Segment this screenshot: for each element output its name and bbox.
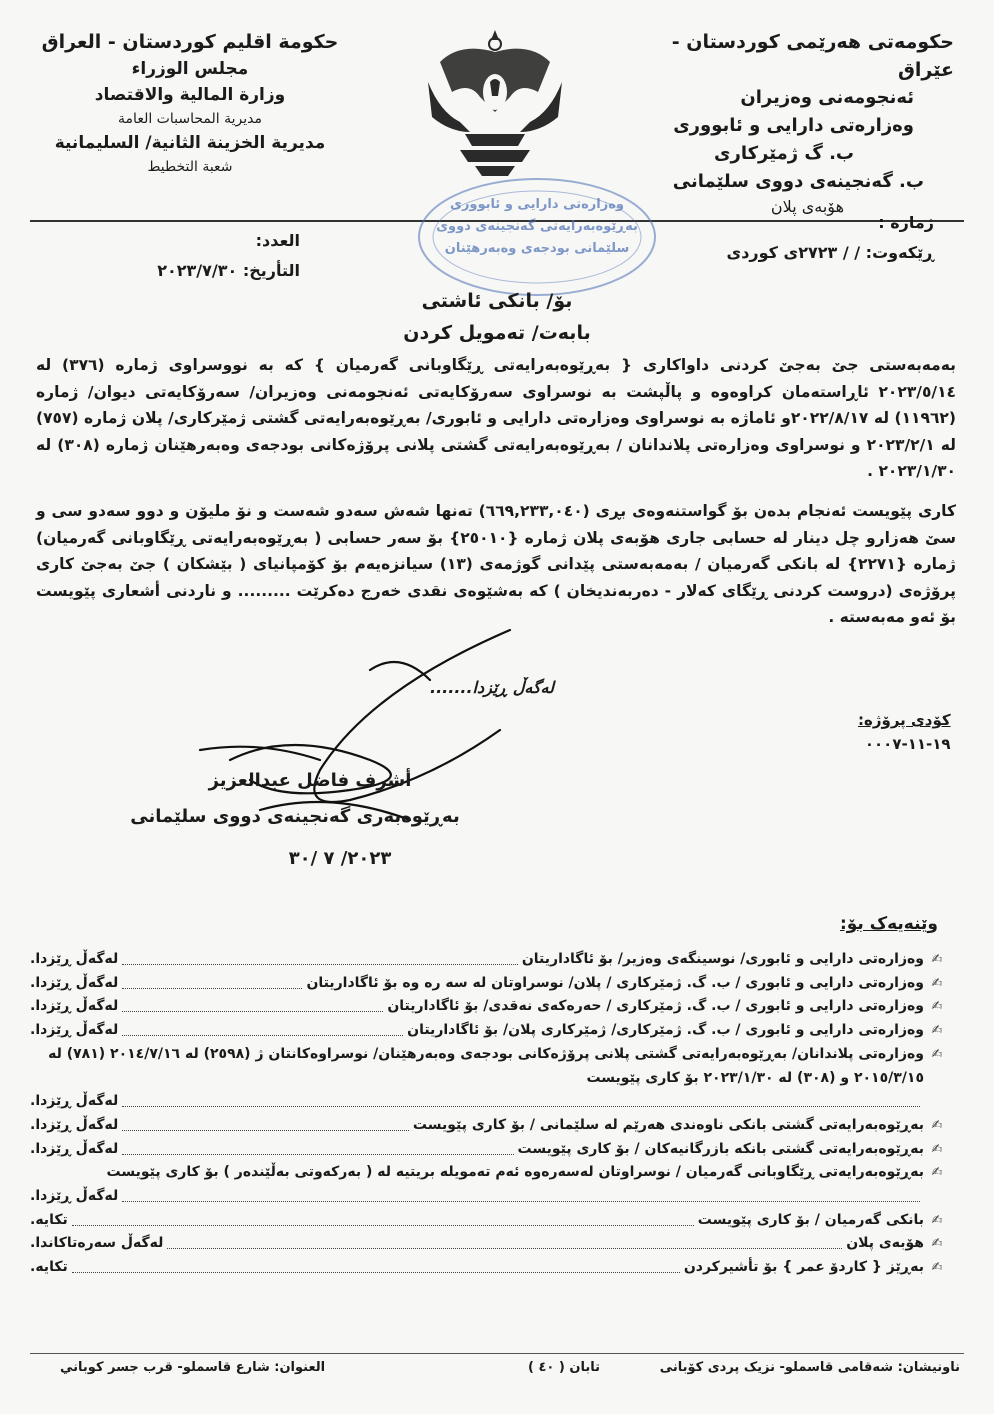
reference-kurdish bbox=[614, 208, 934, 268]
header-arabic-line: مجلس الوزراء bbox=[131, 59, 249, 79]
header-kurdish-line: ب. گەنجینەی دووی سلێمانی bbox=[672, 171, 924, 192]
list-item bbox=[30, 1256, 950, 1280]
header-arabic bbox=[40, 28, 340, 178]
copy-end: لەگەڵ ڕێزدا. bbox=[30, 1022, 119, 1039]
pen-icon: ✍ bbox=[931, 1212, 943, 1228]
copy-text: وەزارەتی دارایی و ئابوری / ب. گ. ژمێرکاری / پلان/ نوسراوتان لە سە رە وە بۆ ئاگاداریتان bbox=[306, 974, 924, 991]
list-item bbox=[30, 1114, 950, 1138]
list-item bbox=[30, 1043, 950, 1090]
reference-date: ڕێکەوت: / / ٢٧٢٣ی کوردی bbox=[726, 243, 934, 262]
list-item bbox=[30, 948, 950, 972]
footer-address-kurdish: ناونیشان: شەقامی قاسملو- نزیک پردی کۆبانی bbox=[659, 1360, 960, 1375]
pen-icon: ✍ bbox=[931, 1236, 943, 1252]
reference-number: العدد: bbox=[255, 231, 300, 250]
project-code-label: کۆدی پرۆژە: bbox=[858, 711, 951, 729]
reference-arabic bbox=[100, 226, 300, 286]
project-code-value: ١٩-١١-٠٠٠٧ bbox=[864, 735, 951, 753]
header-arabic-line: حكومة اقليم كوردستان - العراق bbox=[41, 31, 339, 53]
header-kurdish-line: ئەنجومەنی وەزیران bbox=[740, 87, 914, 108]
list-item bbox=[30, 1209, 950, 1233]
copy-text: بەڕێوەبەرایەتی گشتی بانکی ناوەندی هەرێم لە سلێمانی / بۆ کاری پێویست bbox=[412, 1116, 924, 1133]
body-paragraph: بەمەبەستی جێ بەجێ کردنی داواکاری { بەڕێوەبەرایەتی ڕێگاوبانی گەرمیان } کە بە نووسراوی ژمارە (٣٧٦) لە ٢٠٢٣/٥/١٤ ئاڕاستەمان کراوەوە و پاڵپشت بە نوسراوی سەرۆکایەتی ئەنجومەنی وەزیران/ سەرۆکایەتی دیوان/ ژمارە (١١٩٦٢) لە ٢٠٢٢/٨/١٧و ئاماژە بە نوسراوی وەزارەتی دارایی و ئابوری/ بەڕێوەبەرایەتی گشتی ژمێرکاری/ پلان ژمارە (٧٥٧) لە ٢٠٢٣/٢/١ و نوسراوی وەزارەتی پلاندانان / بەڕێوەبەرایەتی گشتی پلانی پرۆژەکانی بودجەی وەبەرهێنان ژمارە (٣٠٨) لە ٢٠٢٣/١/٣٠ . bbox=[36, 356, 956, 480]
header-kurdish bbox=[624, 28, 954, 218]
header-arabic-line: شعبة التخطيط bbox=[147, 159, 233, 175]
pen-icon: ✍ bbox=[931, 1023, 943, 1039]
list-item bbox=[30, 1185, 950, 1209]
reference-number: ژمارە : bbox=[878, 213, 934, 232]
regards: لەگەڵ ڕێزدا....... bbox=[430, 678, 555, 697]
signature-icon bbox=[170, 610, 590, 870]
stamp-line: وەزارەتی دارایی و ئابووری bbox=[450, 197, 624, 212]
kurdistan-emblem-icon bbox=[420, 22, 570, 182]
list-item bbox=[30, 995, 950, 1019]
copy-text: وەزارەتی دارایی و ئابوری/ نوسینگەی وەزیر/ بۆ ئاگاداریتان bbox=[521, 951, 924, 967]
pen-icon: ✍ bbox=[931, 1141, 943, 1157]
copy-text: هۆبەی پلان bbox=[846, 1235, 924, 1252]
copy-end: لەگەڵ ڕێزدا. bbox=[30, 1188, 119, 1205]
copy-text: بەڕێوەبەرایەتی گشتی بانکە بازرگانیەکان / بۆ کاری پێویست bbox=[517, 1140, 924, 1157]
signature-date: ٢٠٢٣/ ٧ /٣٠ bbox=[288, 848, 392, 869]
header-arabic-line: وزارة المالية والاقتصاد bbox=[94, 85, 286, 105]
project-code bbox=[858, 708, 951, 756]
header-kurdish-line: هۆبەی پلان bbox=[770, 197, 844, 216]
list-item bbox=[30, 1090, 950, 1114]
pen-icon: ✍ bbox=[931, 1260, 943, 1276]
reference-date: التأريخ: ٢٠٢٣/٧/٣٠ bbox=[157, 261, 300, 280]
header-arabic-line: مديرية المحاسبات العامة bbox=[118, 111, 262, 127]
pen-icon: ✍ bbox=[931, 952, 943, 967]
subject: بابەت/ تەمویل کردن bbox=[403, 322, 591, 344]
stamp-line: بەڕێوەبەرایەتی گەنجینەی دووی bbox=[436, 219, 638, 234]
pen-icon: ✍ bbox=[931, 1165, 943, 1181]
list-item bbox=[30, 972, 950, 996]
copy-end: تکایە. bbox=[30, 1259, 68, 1276]
list-item bbox=[30, 1138, 950, 1162]
header-kurdish-line: حکومەتی هەرێمی کوردستان - عێراق bbox=[671, 31, 954, 81]
copy-end: لەگەڵ ڕێزدا. bbox=[30, 1140, 119, 1157]
copies-list bbox=[30, 948, 950, 1280]
list-item bbox=[30, 1232, 950, 1256]
pen-icon: ✍ bbox=[931, 1117, 943, 1133]
copy-end: لەگەڵ ڕێزدا. bbox=[30, 1093, 119, 1110]
copy-text: وەزارەتی دارایی و ئابوری / ب. گ. ژمێرکاری/ ژمێرکاری پلان/ بۆ ئاگاداریتان bbox=[407, 1022, 924, 1039]
list-item bbox=[30, 1161, 950, 1185]
pen-icon: ✍ bbox=[931, 1046, 943, 1062]
copy-end: لەگەڵ ڕێزدا. bbox=[30, 974, 119, 991]
copy-end: تکایە. bbox=[30, 1211, 68, 1228]
signatory-title: بەڕێوەبەری گەنجینەی دووی سلێمانی bbox=[130, 806, 460, 827]
header-kurdish-line: ب. گ ژمێرکاری bbox=[713, 143, 854, 164]
addressee: بۆ/ بانکی ئاشتی bbox=[421, 290, 573, 312]
header-kurdish-line: وەزارەتی دارایی و ئابووری bbox=[673, 115, 914, 136]
copy-text: بەڕێز { کاردۆ عمر } بۆ تأشیرکردن bbox=[683, 1259, 924, 1276]
pen-icon: ✍ bbox=[931, 975, 943, 991]
copy-text: وەزارەتی دارایی و ئابوری / ب. گ. ژمێرکاری / حەرەکەی نەقدی/ بۆ ئاگاداریتان bbox=[387, 998, 924, 1015]
copy-end: لەگەڵ ڕێزدا. bbox=[30, 998, 119, 1015]
copy-end: لەگەڵ سەرەتاکاندا. bbox=[30, 1235, 164, 1252]
pen-icon: ✍ bbox=[931, 999, 943, 1015]
signatory-name: أشرف فاضل عبدالعزيز bbox=[208, 770, 412, 791]
body-paragraph: کاری پێویست ئەنجام بدەن بۆ گواستنەوەی بڕی (٦٦٩,٢٣٣,٠٤٠) تەنها شەش سەدو شەست و نۆ ملیۆن و دوو سەدو سی و سێ هەزارو چل دینار لە حسابی جاری هۆبەی پلان ژمارە {٢٥٠١٠} بۆ سەر حسابی ( بەڕێوەبەرایەتی ڕێگاوبانی گەرمیان) ژمارە {٢٢٧١} لە بانکی گەرمیان / بەمەبەستی پێدانی گوژمەی (١٣) سیانزەیەم بۆ کۆمپانیای ( بێشکان ) جێ بەجێ کاری پرۆژەی (دروست کردنی ڕێگای کەلار - دەربەندیخان ) کە بەشێوەی نقدی خەرج دەکرێت ......... و ناردنی أشعاری پێویست بۆ ئەو مەبەستە . bbox=[36, 502, 956, 626]
footer-po-box: تابان ( ٤٠ ) bbox=[528, 1360, 600, 1375]
copy-end: لەگەڵ ڕێزدا. bbox=[30, 951, 119, 967]
list-item bbox=[30, 1019, 950, 1043]
copy-end: لەگەڵ ڕێزدا. bbox=[30, 1116, 119, 1133]
copy-text: بانکی گەرمیان / بۆ کاری پێویست bbox=[697, 1211, 924, 1228]
copies-heading: وێنەیەک بۆ: bbox=[839, 914, 938, 934]
copy-text: بەڕێوەبەرایەتی ڕێگاوبانی گەرمیان / نوسراوتان لەسەرەوە ئەم تەمویلە بریتیە لە ( بەرکەوتی بەڵێندەر ) بۆ کاری پێویست bbox=[106, 1164, 924, 1181]
header-arabic-line: مديرية الخزينة الثانية/ السليمانية bbox=[54, 133, 326, 153]
footer-divider bbox=[30, 1353, 964, 1354]
copy-text: وەزارەتی پلاندانان/ بەڕێوەبەرایەتی گشتی پلانی پرۆژەکانی بودجەی وەبەرهێنان/ نوسراوەکانتان ژ (٢٥٩٨) لە ٢٠١٤/٧/١٦ (٧٨١) لە ٢٠١٥/٣/١٥ و (٣٠٨) لە ٢٠٢٣/١/٣٠ بۆ کاری پێویست bbox=[48, 1045, 924, 1086]
stamp-line: سلێمانی بودجەی وەبەرهێنان bbox=[444, 241, 630, 256]
footer-address-arabic: العنوان: شارع قاسملو- قرب جسر كوباني bbox=[60, 1360, 326, 1375]
